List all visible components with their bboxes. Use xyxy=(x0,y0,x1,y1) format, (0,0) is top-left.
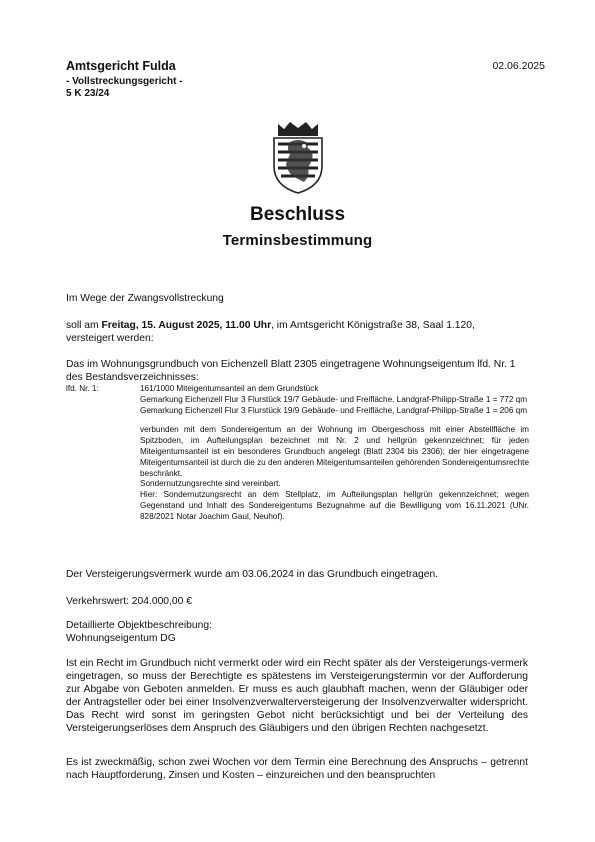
property-parcel-2: Gemarkung Eichenzell Flur 3 Flurstück 19/9 Gebäude- und Freifläche, Landgraf-Philipp-Straße 1 = 206 qm xyxy=(140,405,528,415)
court-division-and-case xyxy=(66,76,183,100)
registration-text: Der Versteigerungsvermerk wurde am 03.06.2024 in das Grundbuch eingetragen. xyxy=(66,569,439,580)
property-intro-line1: Das im Wohnungsgrundbuch von Eichenzell Blatt 2305 eingetragene Wohnungseigentum lfd. Nr. 1 xyxy=(66,359,516,370)
property-description: verbunden mit dem Sondereigentum an der Wohnung im Obergeschoss mit einer Abstellfläche im Spitzboden, im Aufteilungsplan bezeichnet mit Nr. 2 und hellgrün gekennzeichnet; für jeden Miteigentumsanteil ist ein besonderes Grundbuch angelegt (Blatt 2304 bis 2306); der hier eingetragene Miteigentumsanteil ist durch die zu den anderen Miteigentumsanteilen gehörenden Sondereigentumsrechte beschränkt. xyxy=(140,425,529,478)
court-name: Amtsgericht Fulda xyxy=(66,59,176,73)
auction-location: , im Amtsgericht Königstraße 38, Saal 1.120, xyxy=(271,320,475,331)
property-intro-line2: des Bestandsverzeichnisses: xyxy=(66,372,199,383)
document-subtitle: Terminsbestimmung xyxy=(222,232,373,249)
court-division: - Vollstreckungsgericht - xyxy=(66,76,183,87)
object-description-value: Wohnungseigentum DG xyxy=(66,633,176,644)
property-share: 161/1000 Miteigentumsanteil an dem Grundstück xyxy=(140,384,319,393)
auction-paragraph xyxy=(66,319,528,345)
document-title: Beschluss xyxy=(249,204,346,225)
property-parcel-1: Gemarkung Eichenzell Flur 3 Flurstück 19/7 Gebäude- und Freifläche, Landgraf-Philipp-Straße 1 = 772 qm xyxy=(140,394,528,404)
property-intro xyxy=(66,358,528,384)
closing-paragraph: Es ist zweckmäßig, schon zwei Wochen vor dem Termin eine Berechnung des Anspruchs – getrennt nach Hauptforderung, Zinsen und Kosten – einzureichen und den beanspruchten xyxy=(66,757,528,781)
case-number: 5 K 23/24 xyxy=(66,88,110,99)
property-details xyxy=(140,384,529,523)
property-rights: Sondernutzungsrechte sind vereinbart. xyxy=(140,479,281,489)
auction-prefix: soll am xyxy=(66,320,102,331)
intro-text: Im Wege der Zwangsvollstreckung xyxy=(66,293,224,304)
hessen-coat-of-arms-icon xyxy=(268,120,328,194)
document-date: 02.06.2025 xyxy=(492,60,545,72)
auction-date-time: Freitag, 15. August 2025, 11.00 Uhr xyxy=(101,320,272,331)
object-description xyxy=(66,619,528,645)
rights-paragraph: Ist ein Recht im Grundbuch nicht vermerkt oder wird ein Recht später als der Versteigerungs-vermerk eingetragen, so muss der Berechtigte es spätestens im Versteigerungstermin vor der Aufforderung zur Abgabe von Geboten anmelden. Er muss es auch glaubhaft machen, wenn der Gläubiger oder der Antragsteller oder bei einer Insolvenzverwalterversteigerung der Insolvenzverwalter widerspricht. Das Recht wird sonst im geringsten Gebot nicht berücksichtigt und bei der Verteilung des Versteigerungserlöses dem Anspruch des Gläubigers und den übrigen Rechten nachgesetzt. xyxy=(66,658,528,734)
property-note: Hier: Sondernutzungsrecht an dem Stellplatz, im Aufteilungsplan hellgrün gekennzeichnet; wegen Gegenstand und Inhalt des Sondereigentums Bezugnahme auf die Bewilligung vom 16.11.2021 (UNr. 828/2021 Notar Joachim Gaul, Neuhof). xyxy=(140,490,529,521)
market-value: Verkehrswert: 204.000,00 € xyxy=(66,596,192,607)
lfd-label: lfd. Nr. 1: xyxy=(66,384,99,393)
auction-line2: versteigert werden: xyxy=(66,333,154,344)
object-description-label: Detaillierte Objektbeschreibung: xyxy=(66,620,212,631)
